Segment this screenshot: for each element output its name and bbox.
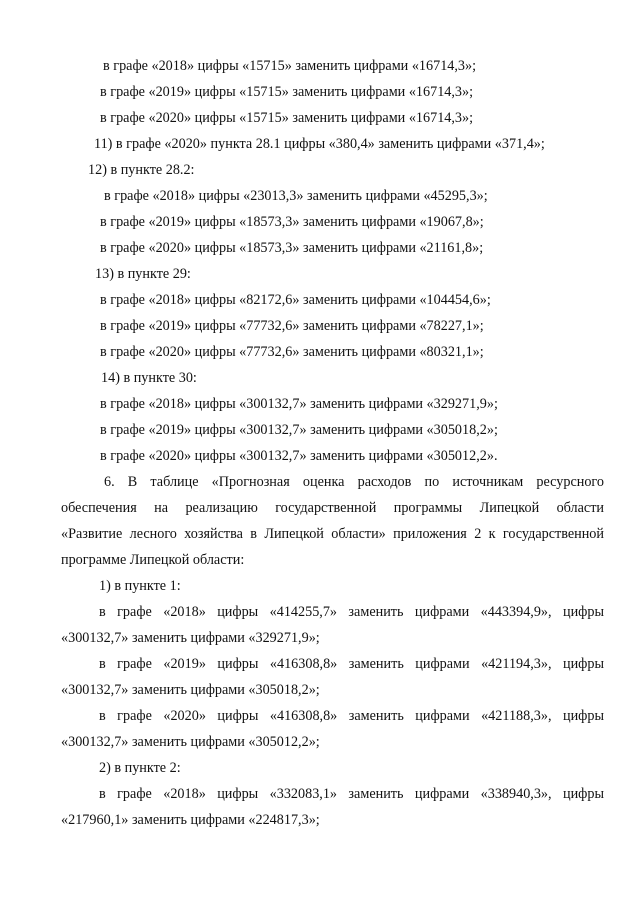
text-line: 14) в пункте 30: <box>101 370 197 386</box>
paragraph-6-line-2: обеспечения на реализацию государственной программы Липецкой области <box>61 500 604 516</box>
text-line: в графе «2020» цифры «300132,7» заменить цифрами «305012,2». <box>100 448 498 464</box>
item-1-2018-line-1: в графе «2018» цифры «414255,7» заменить цифрами «443394,9», цифры <box>99 604 604 620</box>
item-1-title: 1) в пункте 1: <box>99 578 181 594</box>
text-line: 11) в графе «2020» пункта 28.1 цифры «380,4» заменить цифрами «371,4»; <box>94 136 545 152</box>
paragraph-6-line-1: 6. В таблице «Прогнозная оценка расходов по источникам ресурсного <box>104 474 604 490</box>
item-1-2019-line-2: «300132,7» заменить цифрами «305018,2»; <box>61 682 320 698</box>
item-1-2020-line-1: в графе «2020» цифры «416308,8» заменить цифрами «421188,3», цифры <box>99 708 604 724</box>
item-2-2018-line-2: «217960,1» заменить цифрами «224817,3»; <box>61 812 320 828</box>
text-line: в графе «2018» цифры «23013,3» заменить цифрами «45295,3»; <box>104 188 488 204</box>
text-line: в графе «2018» цифры «82172,6» заменить цифрами «104454,6»; <box>100 292 491 308</box>
paragraph-6-line-3: «Развитие лесного хозяйства в Липецкой области» приложения 2 к государственной <box>61 526 604 542</box>
paragraph-6-line-4: программе Липецкой области: <box>61 552 245 568</box>
item-1-2020-line-2: «300132,7» заменить цифрами «305012,2»; <box>61 734 320 750</box>
text-line: 12) в пункте 28.2: <box>88 162 195 178</box>
text-line: в графе «2018» цифры «300132,7» заменить цифрами «329271,9»; <box>100 396 498 412</box>
text-line: в графе «2020» цифры «15715» заменить цифрами «16714,3»; <box>100 110 474 126</box>
text-line: 13) в пункте 29: <box>95 266 191 282</box>
text-line: в графе «2020» цифры «18573,3» заменить цифрами «21161,8»; <box>100 240 484 256</box>
text-line: в графе «2019» цифры «15715» заменить цифрами «16714,3»; <box>100 84 474 100</box>
item-1-2019-line-1: в графе «2019» цифры «416308,8» заменить цифрами «421194,3», цифры <box>99 656 604 672</box>
item-1-2018-line-2: «300132,7» заменить цифрами «329271,9»; <box>61 630 320 646</box>
text-line: в графе «2019» цифры «77732,6» заменить цифрами «78227,1»; <box>100 318 484 334</box>
text-line: в графе «2020» цифры «77732,6» заменить цифрами «80321,1»; <box>100 344 484 360</box>
item-2-2018-line-1: в графе «2018» цифры «332083,1» заменить цифрами «338940,3», цифры <box>99 786 604 802</box>
text-line: в графе «2019» цифры «300132,7» заменить цифрами «305018,2»; <box>100 422 498 438</box>
item-2-title: 2) в пункте 2: <box>99 760 181 776</box>
text-line: в графе «2019» цифры «18573,3» заменить цифрами «19067,8»; <box>100 214 484 230</box>
text-line: в графе «2018» цифры «15715» заменить цифрами «16714,3»; <box>103 58 477 74</box>
